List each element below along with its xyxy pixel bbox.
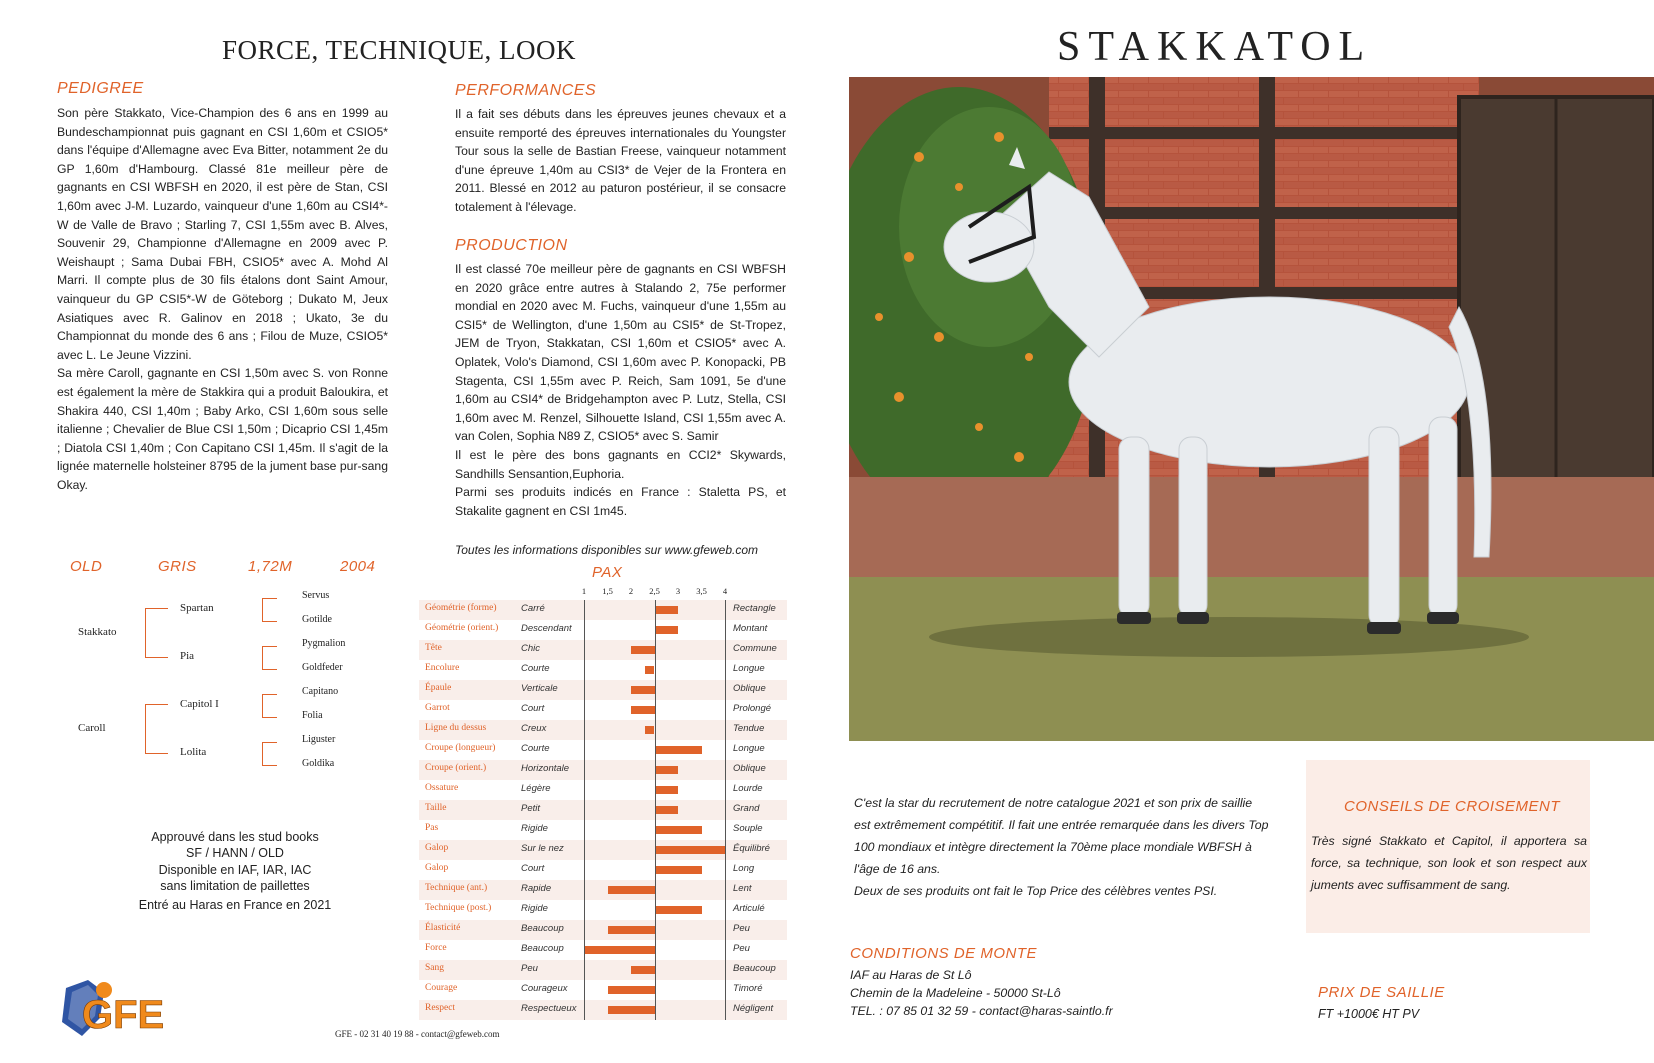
pax-row xyxy=(419,720,787,740)
pax-bar xyxy=(655,746,702,754)
pax-row-left: Verticale xyxy=(521,683,558,694)
pax-bar xyxy=(645,666,654,674)
fact-color: GRIS xyxy=(158,558,197,575)
pax-row-label: Force xyxy=(425,943,447,953)
tree-gp-2: Pia xyxy=(180,650,195,662)
pax-bar xyxy=(631,686,655,694)
pax-row xyxy=(419,740,787,760)
bracket-gp-4 xyxy=(262,742,277,766)
tree-gp-1: Spartan xyxy=(180,602,214,614)
approval-line-5: Entré au Haras en France en 2021 xyxy=(138,898,332,912)
pax-row-label: Respect xyxy=(425,1003,456,1013)
pax-scale-tick: 1,5 xyxy=(602,586,613,596)
pax-row-label: Sang xyxy=(425,963,444,973)
tree-ggp-4: Goldfeder xyxy=(302,662,343,673)
pax-row-right: Grand xyxy=(733,803,760,814)
pax-row-right: Montant xyxy=(733,623,768,634)
performances-text: Il a fait ses débuts dans les épreuves jeunes chevaux et a ensuite remporté des épreuves internationales du Youngster Tour sous la selle de Bastian Freese, vainqueur notamment d'une épreuve 1,40m au CSI3* de Vejer de la Frontera en 2011. Blessé en 2012 au paturon postérieur, il se consacre totalement à l'élevage. xyxy=(455,107,786,214)
tree-ggp-2: Gotilde xyxy=(302,614,332,625)
tree-ggp-3: Pygmalion xyxy=(302,638,346,649)
horse-name: STAKKATOL xyxy=(1057,24,1373,70)
pax-scale-tick: 3,5 xyxy=(696,586,707,596)
pax-row-label: Croupe (orient.) xyxy=(425,763,487,773)
fact-height: 1,72M xyxy=(248,558,293,575)
pax-title: PAX xyxy=(592,564,623,581)
pax-row-label: Pas xyxy=(425,823,439,833)
production-paragraph-2: Il est le père des bons gagnants en CCI2* Skywards, Sandhills Sensantion,Euphoria. xyxy=(455,447,786,481)
pax-row xyxy=(419,800,787,820)
production-paragraph-1: Il est classé 70e meilleur père de gagnants en CSI WBFSH en 2020 grâce entre autres à Stalando 2, 75e performer mondial en 2020 avec M. Fuchs, vainqueur d'une 1,55m au CSI5* de Wellington, d'une 1,50m au CSI5* de St-Tropez, JEM de Tryon, Stakkatan, CSI 1,60m et CSIO5* avec A. Oplatek, Volo's Diamond, CSI 1,60m avec P. Konopacki, PB Stagenta, CSI 1,55m avec P. Reich, Sam 1091, 5e d'une 1,60m au CSI4* de Bridgehampton avec P. Lutz, Stella, CSI 1,60m avec M. Renzel, Silhouette Island, CSI 1,55m avec A. van Colen, Sophia N89 Z, CSIO5* avec S. Samir xyxy=(455,262,786,444)
pax-row-label: Courage xyxy=(425,983,458,993)
production-title: PRODUCTION xyxy=(455,237,568,254)
pax-row xyxy=(419,600,787,620)
pax-bar xyxy=(608,1006,655,1014)
tree-ggp-1: Servus xyxy=(302,590,330,601)
pax-row xyxy=(419,780,787,800)
pax-row-right: Commune xyxy=(733,643,777,654)
description-text xyxy=(854,792,1269,902)
pax-row-left: Creux xyxy=(521,723,547,734)
pax-row-label: Géométrie (forme) xyxy=(425,603,497,613)
pax-row-right: Longue xyxy=(733,743,765,754)
pax-bar xyxy=(655,806,679,814)
pedigree-paragraph-dam: Sa mère Caroll, gagnante en CSI 1,50m avec S. von Ronne est également la mère de Stakkira qui a produit Baloukira, et Shakira 440, CSI 1,40m ; Baby Arko, CSI 1,60m sous selle italienne ; Chevalier de Blue CSI 1,50m ; Dicaprio CSI 1,45m ; Diatola CSI 1,40m ; Con Capitano CSI 1,45m. Il s'agit de la lignée maternelle holsteiner 8795 de la jument base pur-sang Okay. xyxy=(57,366,388,492)
pax-row-right: Négligent xyxy=(733,1003,774,1014)
conseils-text: Très signé Stakkato et Capitol, il apportera sa force, sa technique, son look et son respect aux juments avec suffisamment de sang. xyxy=(1311,834,1587,892)
pax-row xyxy=(419,940,787,960)
pax-row xyxy=(419,900,787,920)
pax-axis-line xyxy=(584,600,585,1020)
pax-bar xyxy=(655,786,679,794)
pax-row-label: Encolure xyxy=(425,663,460,673)
pax-row xyxy=(419,680,787,700)
pax-scale-tick: 1 xyxy=(581,586,587,596)
pax-row xyxy=(419,920,787,940)
pax-row-right: Lent xyxy=(733,883,752,894)
pax-row-label: Ossature xyxy=(425,783,459,793)
pax-row-right: Tendue xyxy=(733,723,765,734)
pax-row-label: Galop xyxy=(425,843,449,853)
pax-row-left: Sur le nez xyxy=(521,843,564,854)
pax-row-left: Rapide xyxy=(521,883,552,894)
pax-bar xyxy=(655,626,679,634)
pax-row-left: Courte xyxy=(521,663,550,674)
pax-row xyxy=(419,620,787,640)
pax-row-label: Taille xyxy=(425,803,447,813)
prix-value: FT +1000€ HT PV xyxy=(1318,1007,1420,1021)
prix-title: PRIX DE SAILLIE xyxy=(1318,984,1445,1001)
pax-axis-line xyxy=(655,600,656,1020)
pax-row xyxy=(419,960,787,980)
logo-text: GFE xyxy=(82,993,165,1037)
tree-gp-4: Lolita xyxy=(180,746,207,758)
pax-row-label: Épaule xyxy=(425,683,452,693)
production-text xyxy=(455,260,786,520)
pax-row-left: Peu xyxy=(521,963,538,974)
info-footnote: Toutes les informations disponibles sur www.gfeweb.com xyxy=(455,543,759,557)
pax-row-label: Ligne du dessus xyxy=(425,723,487,733)
pax-row-label: Technique (post.) xyxy=(425,903,492,913)
bracket-sire xyxy=(145,608,168,658)
pedigree-paragraph-sire: Son père Stakkato, Vice-Champion des 6 ans en 1999 au Bundeschampionnat puis gagnant en CSI 1,60m et CSIO5* dans l'équipe d'Allemagne avec Eva Bitter, notamment 2e du GP 1,60m d'Hambourg. Classé 81e meilleur père de gagnants en CSI WBFSH en 2020, il est père de Stan, CSI 1,60m avec J-M. Luzardo, vainqueur d'une 1,60m au CSI4*-W de Valle de Bravo ; Starling 7, CSI 1,55m avec B. Alves, Souvenir 29, Championne d'Allemagne en 2009 avec P. Weishaupt ; Sama Dubai FBH, CSIO5* avec A. Mohd Al Marri. Il compte plus de 30 fils étalons dont Saint Amour, vainqueur du GP CSI5*-W de Göteborg ; Dukato M, Jeux Asiatiques avec R. Galinov en 2018 ; Ukato, 3e du Championnat du monde des 6 ans ; Filou de Muze, CSIO5* avec L. Le Jeune Vizzini. xyxy=(57,106,388,362)
horse-photo xyxy=(849,77,1654,741)
pax-row-label: Géométrie (orient.) xyxy=(425,623,499,633)
tree-ggp-8: Goldika xyxy=(302,758,335,769)
pax-bar xyxy=(631,646,655,654)
production-paragraph-3: Parmi ses produits indicés en France : Staletta PS, et Stakalite gagnent en CSI 1m45. xyxy=(455,485,786,518)
pax-row-right: Peu xyxy=(733,943,750,954)
fact-breed: OLD xyxy=(70,558,103,575)
pax-bar xyxy=(608,926,655,934)
pax-row xyxy=(419,640,787,660)
approvals xyxy=(100,830,370,914)
pax-row xyxy=(419,980,787,1000)
tree-ggp-5: Capitano xyxy=(302,686,339,697)
pax-row-label: Croupe (longueur) xyxy=(425,743,496,753)
pax-bar xyxy=(631,966,655,974)
page-title-left: FORCE, TECHNIQUE, LOOK xyxy=(222,35,576,65)
pax-bar xyxy=(655,606,679,614)
pax-bar xyxy=(655,866,702,874)
pax-scale-tick: 4 xyxy=(722,586,728,596)
pax-row-right: Articulé xyxy=(733,903,765,914)
pax-scale-tick: 2,5 xyxy=(649,586,660,596)
conditions-title: CONDITIONS DE MONTE xyxy=(850,945,1038,962)
pax-row xyxy=(419,700,787,720)
pax-row-right: Beaucoup xyxy=(733,963,776,974)
pax-row-left: Courte xyxy=(521,743,550,754)
gfe-logo xyxy=(58,978,178,1040)
pax-row-left: Courageux xyxy=(521,983,568,994)
pax-row-right: Souple xyxy=(733,823,763,834)
pax-row xyxy=(419,840,787,860)
pax-bar xyxy=(655,906,702,914)
pedigree-tree xyxy=(0,0,420,800)
pax-row-left: Beaucoup xyxy=(521,943,564,954)
approval-line-4: sans limitation de paillettes xyxy=(160,878,310,893)
pax-scale-tick: 3 xyxy=(675,586,681,596)
pax-row-label: Tête xyxy=(425,643,442,653)
pax-row-left: Carré xyxy=(521,603,545,614)
description-paragraph-1: C'est la star du recrutement de notre catalogue 2021 et son prix de saillie est extrêmement compétitif. Il fait une entrée remarquée dans les divers Top 100 mondiaux et intègre directement la 70ème place mondiale WBFSH à l'âge de 16 ans. xyxy=(854,796,1269,876)
tree-dam: Caroll xyxy=(78,722,106,734)
fact-year: 2004 xyxy=(340,558,376,575)
description-paragraph-2: Deux de ses produits ont fait le Top Price des célèbres ventes PSI. xyxy=(854,884,1218,898)
pax-bar xyxy=(608,986,655,994)
pax-row-label: Élasticité xyxy=(425,923,461,933)
pax-row xyxy=(419,820,787,840)
pax-row-left: Rigide xyxy=(521,823,548,834)
tree-ggp-7: Liguster xyxy=(302,734,336,745)
pax-scale-tick: 2 xyxy=(628,586,634,596)
pax-row-left: Petit xyxy=(521,803,541,814)
pax-row xyxy=(419,1000,787,1020)
tree-ggp-6: Folia xyxy=(302,710,323,721)
pax-bar xyxy=(655,846,726,854)
pax-row-label: Galop xyxy=(425,863,449,873)
pedigree-title: PEDIGREE xyxy=(57,80,144,97)
pax-axis-line xyxy=(725,600,726,1020)
conditions-line-1: IAF au Haras de St Lô xyxy=(850,968,972,982)
pax-row-right: Rectangle xyxy=(733,603,776,614)
pax-row-right: Long xyxy=(733,863,755,874)
approval-line-1: Approuvé dans les stud books xyxy=(151,830,319,844)
pax-row-left: Légère xyxy=(521,783,551,794)
bracket-dam xyxy=(145,704,168,754)
conditions-text xyxy=(850,966,1113,1020)
pax-bar xyxy=(631,706,655,714)
pax-row-left: Horizontale xyxy=(521,763,570,774)
pax-row-right: Prolongé xyxy=(733,703,772,714)
pax-row xyxy=(419,660,787,680)
pax-row xyxy=(419,860,787,880)
pax-row-label: Technique (ant.) xyxy=(425,883,488,893)
pax-row-right: Oblique xyxy=(733,683,766,694)
pax-row-left: Beaucoup xyxy=(521,923,564,934)
pax-row-right: Peu xyxy=(733,923,750,934)
pax-row-left: Rigide xyxy=(521,903,548,914)
pax-row-left: Descendant xyxy=(521,623,572,634)
gfe-logo-mark xyxy=(58,978,178,1040)
pax-bar xyxy=(645,726,654,734)
pax-row-label: Garrot xyxy=(425,703,450,713)
pax-row-left: Respectueux xyxy=(521,1003,577,1014)
pax-row xyxy=(419,880,787,900)
tree-gp-3: Capitol I xyxy=(180,698,219,710)
pax-bar xyxy=(608,886,655,894)
pax-row-right: Lourde xyxy=(733,783,763,794)
bracket-gp-2 xyxy=(262,646,277,670)
pax-row-right: Oblique xyxy=(733,763,766,774)
pax-row-left: Court xyxy=(521,703,545,714)
pax-row-right: Équilibré xyxy=(733,843,770,854)
bracket-gp-1 xyxy=(262,598,277,622)
pax-row-left: Court xyxy=(521,863,545,874)
conseils-box xyxy=(1306,760,1590,933)
horse-photo-illustration xyxy=(849,77,1654,741)
conseils-title: CONSEILS DE CROISEMENT xyxy=(1344,798,1561,815)
pax-row-right: Longue xyxy=(733,663,765,674)
bracket-gp-3 xyxy=(262,694,277,718)
approval-line-3: Disponible en IAF, IAR, IAC xyxy=(158,863,312,877)
conditions-line-3: TEL. : 07 85 01 32 59 - contact@haras-saintlo.fr xyxy=(850,1004,1113,1018)
conditions-line-2: Chemin de la Madeleine - 50000 St-Lô xyxy=(850,986,1061,1000)
pax-row-left: Chic xyxy=(521,643,541,654)
performances-title: PERFORMANCES xyxy=(455,82,597,99)
pax-row-right: Timoré xyxy=(733,983,763,994)
pax-chart xyxy=(419,586,787,1020)
approval-line-2: SF / HANN / OLD xyxy=(186,845,284,860)
footer-contact: GFE - 02 31 40 19 88 - contact@gfeweb.com xyxy=(335,1029,500,1039)
pax-row xyxy=(419,760,787,780)
pax-bar xyxy=(584,946,655,954)
pax-bar xyxy=(655,766,679,774)
tree-sire: Stakkato xyxy=(78,626,117,638)
pax-bar xyxy=(655,826,702,834)
